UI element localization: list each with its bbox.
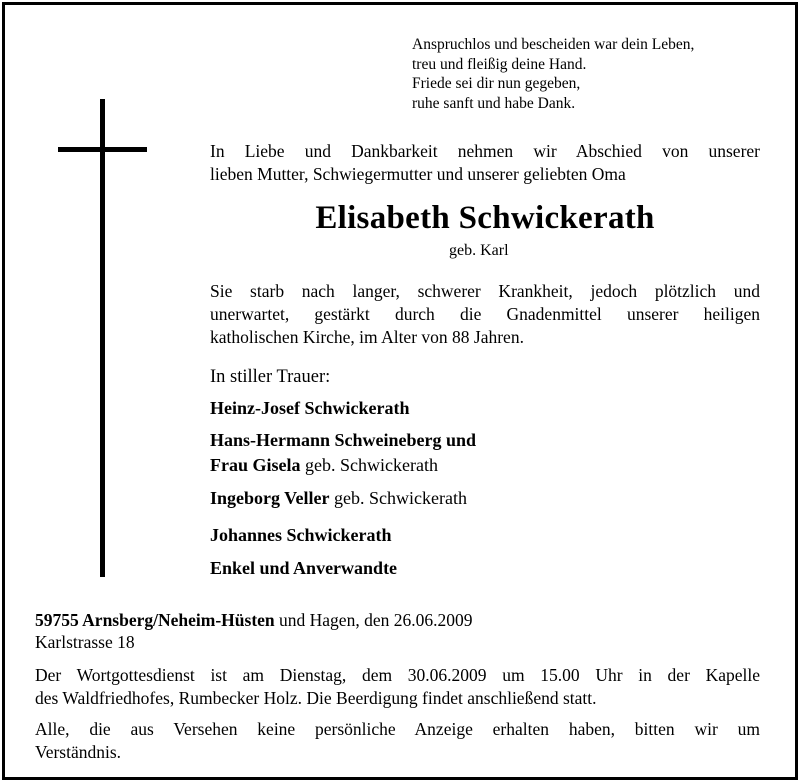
- service-line: des Waldfriedhofes, Rumbecker Holz. Die Beerdigung findet anschließend statt.: [35, 688, 597, 708]
- mourner-ingeborg: [210, 486, 467, 510]
- mourner-hans: [210, 428, 476, 452]
- mourner-johannes: [210, 523, 392, 547]
- mourners-heading: In stiller Trauer:: [210, 367, 331, 387]
- street-address: Karlstrasse 18: [35, 632, 135, 652]
- intro-text: [210, 140, 760, 186]
- death-notice-text: [210, 280, 760, 349]
- mourner-name: Enkel und Anverwandte: [210, 558, 398, 578]
- mourner-name: Hans-Hermann Schweineberg und: [210, 430, 477, 450]
- mourner-maiden: geb. Schwickerath: [329, 488, 467, 508]
- mourner-heinz: [210, 396, 409, 420]
- mourner-maiden: geb. Schwickerath: [300, 455, 438, 475]
- intro-line: lieben Mutter, Schwiegermutter und unserer geliebten Oma: [210, 164, 626, 184]
- poem-line: Anspruchlos und bescheiden war dein Leben,: [412, 36, 695, 53]
- poem-line: ruhe sanft und habe Dank.: [412, 94, 576, 112]
- place-date-line: [35, 609, 472, 631]
- notice-line: unerwartet, gestärkt durch die Gnadenmittel unserer heiligen: [210, 304, 760, 324]
- notice-line: katholischen Kirche, im Alter von 88 Jahren.: [210, 327, 524, 347]
- closing-note: [35, 718, 760, 764]
- intro-line: In Liebe und Dankbarkeit nehmen wir Abschied von unserer: [210, 141, 760, 161]
- mourner-name: Frau Gisela: [210, 455, 301, 475]
- mourner-name: Johannes Schwickerath: [210, 525, 392, 545]
- cross-icon: [100, 99, 105, 577]
- mourner-grandchildren: [210, 556, 397, 580]
- service-info: [35, 664, 760, 710]
- maiden-name: geb. Karl: [449, 242, 509, 259]
- service-line: Der Wortgottesdienst ist am Dienstag, dem 30.06.2009 um 15.00 Uhr in der Kapelle: [35, 665, 760, 685]
- mourner-name: Ingeborg Veller: [210, 488, 330, 508]
- cross-icon-bar: [58, 147, 147, 152]
- notice-line: Sie starb nach langer, schwerer Krankheit, jedoch plötzlich und: [210, 281, 760, 301]
- deceased-name: Elisabeth Schwickerath: [315, 200, 655, 236]
- place-name: 59755 Arnsberg/Neheim-Hüsten: [35, 610, 275, 630]
- poem-line: Friede sei dir nun gegeben,: [412, 75, 581, 92]
- place-date: und Hagen, den 26.06.2009: [274, 610, 473, 630]
- mourner-name: Heinz-Josef Schwickerath: [210, 398, 410, 418]
- mourner-gisela: [210, 453, 438, 477]
- poem: [412, 35, 694, 113]
- closing-line: Alle, die aus Versehen keine persönliche Anzeige erhalten haben, bitten wir um: [35, 719, 760, 739]
- poem-line: treu und fleißig deine Hand.: [412, 55, 587, 73]
- closing-line: Verständnis.: [35, 742, 122, 762]
